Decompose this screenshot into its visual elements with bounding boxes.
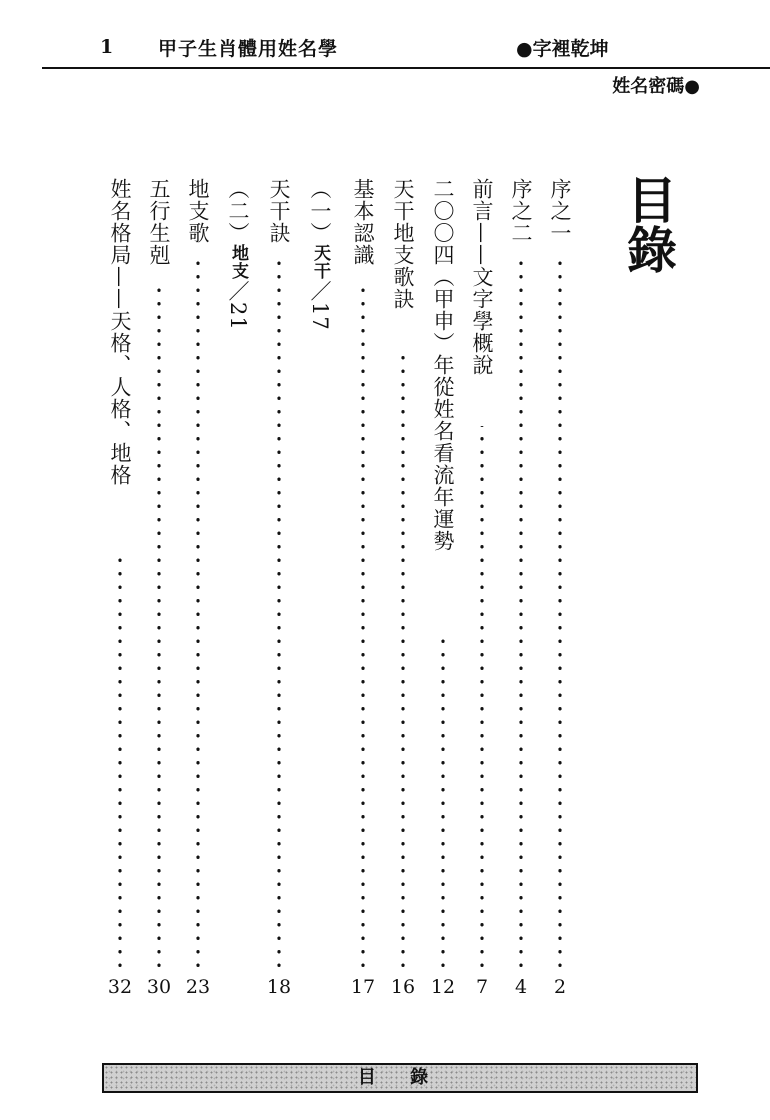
toc-entry-title: 地支歌 bbox=[186, 178, 210, 244]
toc-entry-subtitle: 地支 bbox=[228, 244, 248, 280]
toc-entry[interactable] bbox=[508, 178, 534, 998]
toc-entry[interactable] bbox=[146, 178, 172, 998]
toc-entry[interactable] bbox=[107, 178, 133, 998]
toc-entry-page: 17 bbox=[350, 976, 376, 998]
toc-entry[interactable] bbox=[469, 178, 495, 998]
toc-entry[interactable] bbox=[350, 178, 376, 998]
leader-dots bbox=[118, 558, 122, 972]
chapter-subtitle: 姓名密碼● bbox=[612, 76, 700, 97]
toc-entry-page: 7 bbox=[475, 976, 489, 998]
leader-dots bbox=[361, 288, 365, 972]
leader-dots bbox=[441, 634, 445, 972]
toc-entry-title: 五行生剋 bbox=[147, 178, 171, 266]
page-number: 1 bbox=[100, 36, 114, 58]
toc-entry-page: 30 bbox=[146, 976, 172, 998]
toc-entry-title: 二〇〇四（甲申）年從姓名看流年運勢 bbox=[431, 178, 455, 552]
toc-entry-title: 序之二 bbox=[509, 178, 533, 244]
footer-label: 目 錄 bbox=[357, 1067, 443, 1088]
toc-entry-suffix: ／21 bbox=[226, 280, 250, 331]
toc-heading-text: 目錄 bbox=[619, 174, 678, 274]
leader-dots bbox=[558, 260, 562, 972]
series-title: ●字裡乾坤 bbox=[516, 38, 609, 60]
toc-entry-title: 基本認識 bbox=[351, 178, 375, 266]
leader-dots bbox=[277, 260, 281, 972]
toc-entry-prefix: （一） bbox=[308, 178, 332, 244]
toc-entry-title: 天干訣 bbox=[267, 178, 291, 244]
toc-entry-prefix: （二） bbox=[226, 178, 250, 244]
toc-entry-title: 姓名格局——天格、人格、地格 bbox=[108, 178, 132, 486]
toc-entry[interactable] bbox=[307, 178, 333, 998]
toc-entry-page: 32 bbox=[107, 976, 133, 998]
toc-entry-title: 天干地支歌訣 bbox=[391, 178, 415, 310]
header-rule bbox=[42, 67, 770, 69]
leader-dots bbox=[196, 260, 200, 972]
toc-entry[interactable] bbox=[266, 178, 292, 998]
page-header bbox=[0, 0, 770, 100]
leader-dots bbox=[480, 426, 484, 972]
leader-dots bbox=[401, 346, 405, 972]
toc-entry-page: 12 bbox=[430, 976, 456, 998]
toc-entry-page: 18 bbox=[266, 976, 292, 998]
toc-entry[interactable] bbox=[390, 178, 416, 998]
toc-entry-title bbox=[307, 178, 333, 331]
footer-bar bbox=[102, 1063, 698, 1093]
toc-entry-page: 23 bbox=[185, 976, 211, 998]
book-title: 甲子生肖體用姓名學 bbox=[158, 38, 339, 60]
toc-entry-title bbox=[225, 178, 251, 331]
toc-entry-page: 16 bbox=[390, 976, 416, 998]
leader-dots bbox=[519, 260, 523, 972]
toc-entry[interactable] bbox=[225, 178, 251, 998]
toc-entry[interactable] bbox=[185, 178, 211, 998]
toc-entry[interactable] bbox=[430, 178, 456, 998]
toc-entry-page: 2 bbox=[553, 976, 567, 998]
toc-entry-subtitle: 天干 bbox=[310, 244, 330, 280]
leader-dots bbox=[157, 288, 161, 972]
table-of-contents bbox=[0, 178, 770, 1018]
toc-entry-page: 4 bbox=[514, 976, 528, 998]
toc-entry[interactable] bbox=[547, 178, 573, 998]
toc-entry-title: 序之一 bbox=[548, 178, 572, 244]
toc-entry-title: 前言——文字學概說 bbox=[470, 178, 494, 376]
toc-entry-suffix: ／17 bbox=[308, 280, 332, 331]
